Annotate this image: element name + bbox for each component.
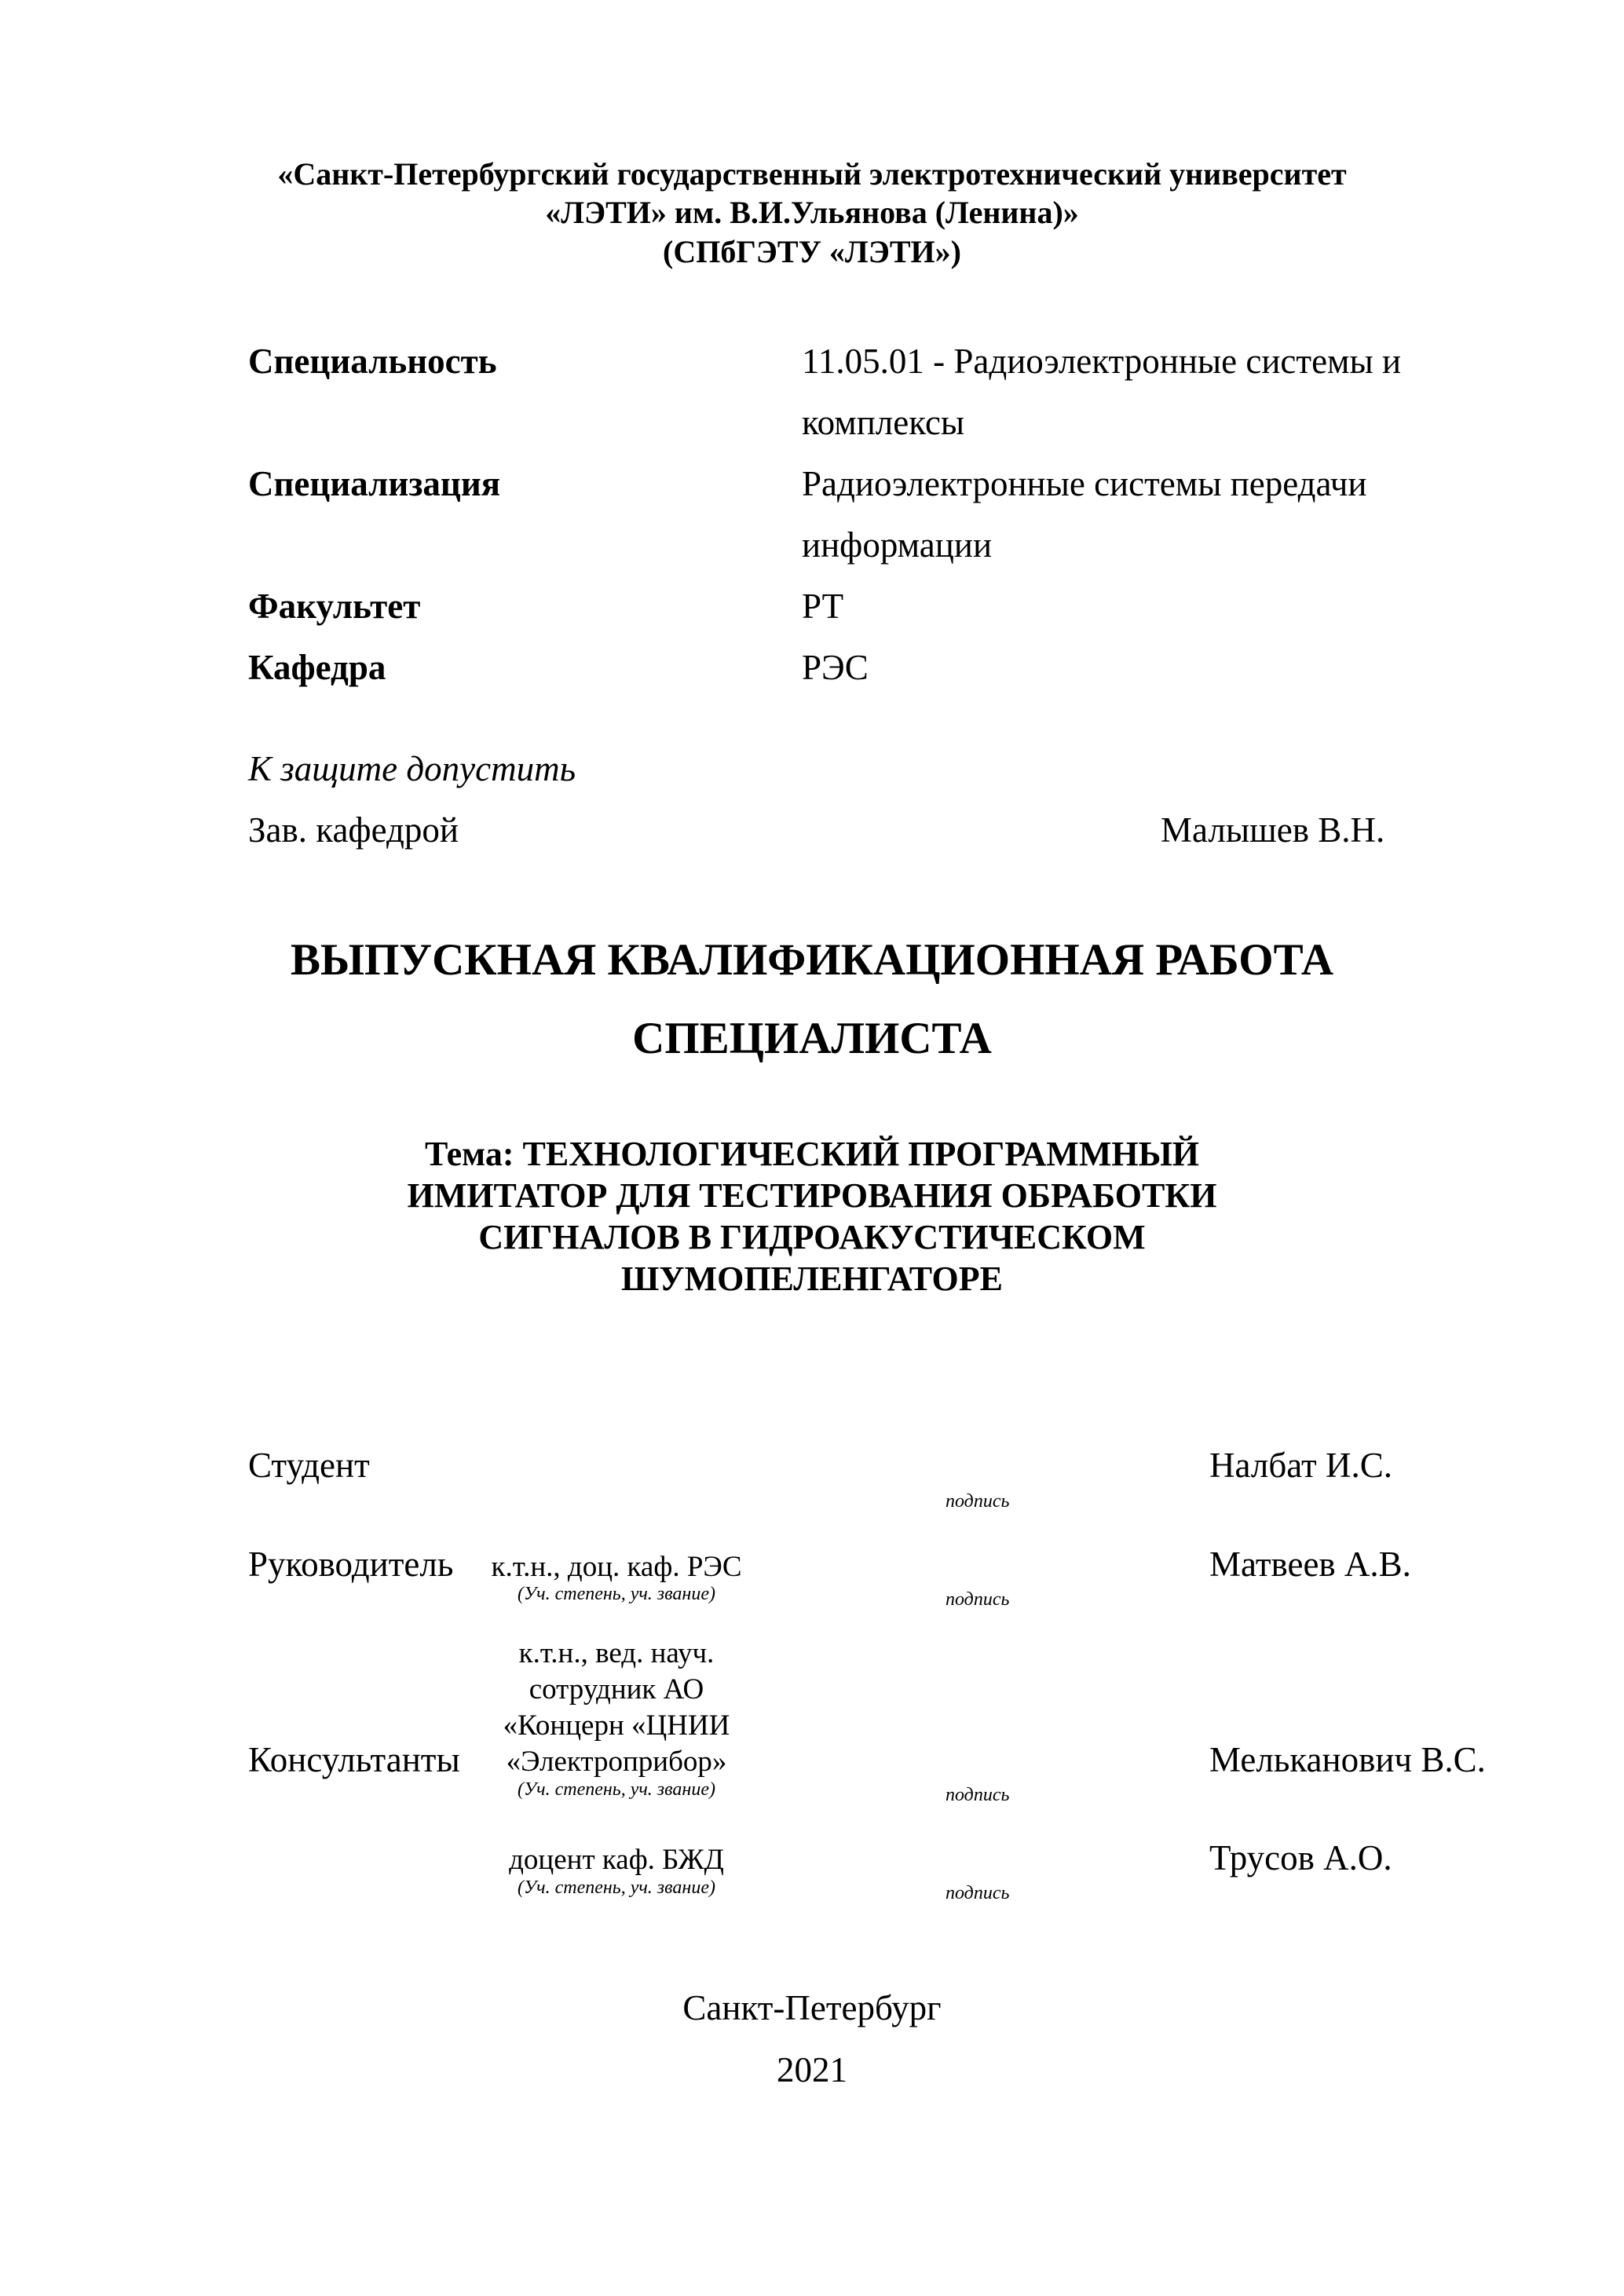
consultant1-signature-caption: подпись xyxy=(946,1785,1010,1805)
specialization-label: Специализация xyxy=(248,464,501,503)
faculty-label: Факультет xyxy=(248,587,421,626)
university-name-line2: «ЛЭТИ» им. В.И.Ульянова (Ленина)» xyxy=(545,195,1079,230)
specialization-value-line1: Радиоэлектронные системы передачи xyxy=(802,464,1367,503)
supervisor-credentials: к.т.н., доц. каф. РЭС xyxy=(491,1551,742,1583)
topic-line2: ИМИТАТОР ДЛЯ ТЕСТИРОВАНИЯ ОБРАБОТКИ xyxy=(407,1176,1217,1215)
university-abbreviation: (СПбГЭТУ «ЛЭТИ») xyxy=(663,234,961,269)
consultant2-name: Трусов А.О. xyxy=(1209,1838,1392,1877)
approval-heading: К защите допустить xyxy=(248,749,576,788)
supervisor-degree-caption: (Уч. степень, уч. звание) xyxy=(518,1584,715,1604)
department-label: Кафедра xyxy=(248,648,386,687)
supervisor-label: Руководитель xyxy=(248,1545,454,1584)
topic-line3: СИГНАЛОВ В ГИДРОАКУСТИЧЕСКОМ xyxy=(478,1218,1146,1256)
footer-city: Санкт-Петербург xyxy=(682,1988,942,2027)
consultant1-credentials-line4: «Электроприбор» xyxy=(506,1746,727,1778)
consultant2-signature-caption: подпись xyxy=(946,1883,1010,1903)
consultant1-name: Мельканович В.С. xyxy=(1209,1740,1486,1779)
document-title-line1: ВЫПУСКНАЯ КВАЛИФИКАЦИОННАЯ РАБОТА xyxy=(290,935,1333,985)
consultant1-credentials-line3: «Концерн «ЦНИИ xyxy=(503,1709,730,1742)
specialty-value-line1: 11.05.01 - Радиоэлектронные системы и xyxy=(802,342,1402,381)
consultant2-credentials: доцент каф. БЖД xyxy=(509,1844,724,1876)
specialty-value-line2: комплексы xyxy=(802,403,965,442)
faculty-value: РТ xyxy=(802,587,844,626)
specialty-label: Специальность xyxy=(248,342,497,381)
footer-year: 2021 xyxy=(777,2050,847,2089)
department-value: РЭС xyxy=(802,648,869,687)
supervisor-signature-caption: подпись xyxy=(946,1589,1010,1610)
consultant1-credentials-line1: к.т.н., вед. науч. xyxy=(518,1637,715,1669)
consultants-label: Консультанты xyxy=(248,1740,460,1779)
topic-line1: Тема: ТЕХНОЛОГИЧЕСКИЙ ПРОГРАММНЫЙ xyxy=(424,1135,1200,1173)
approval-role: Зав. кафедрой xyxy=(248,810,459,850)
document-title-line2: СПЕЦИАЛИСТА xyxy=(632,1014,992,1063)
approval-name: Малышев В.Н. xyxy=(1161,810,1385,850)
specialization-value-line2: информации xyxy=(802,525,993,565)
student-label: Студент xyxy=(248,1446,370,1485)
supervisor-name: Матвеев А.В. xyxy=(1209,1545,1411,1584)
consultant1-credentials-line2: сотрудник АО xyxy=(529,1673,704,1706)
topic-line4: ШУМОПЕЛЕНГАТОРЕ xyxy=(620,1260,1004,1298)
student-name: Налбат И.С. xyxy=(1209,1446,1392,1485)
consultant2-degree-caption: (Уч. степень, уч. звание) xyxy=(518,1877,715,1898)
university-name-line1: «Санкт-Петербургский государственный электротехнический университет xyxy=(277,156,1347,192)
student-signature-caption: подпись xyxy=(946,1491,1010,1512)
consultant1-degree-caption: (Уч. степень, уч. звание) xyxy=(518,1779,715,1800)
